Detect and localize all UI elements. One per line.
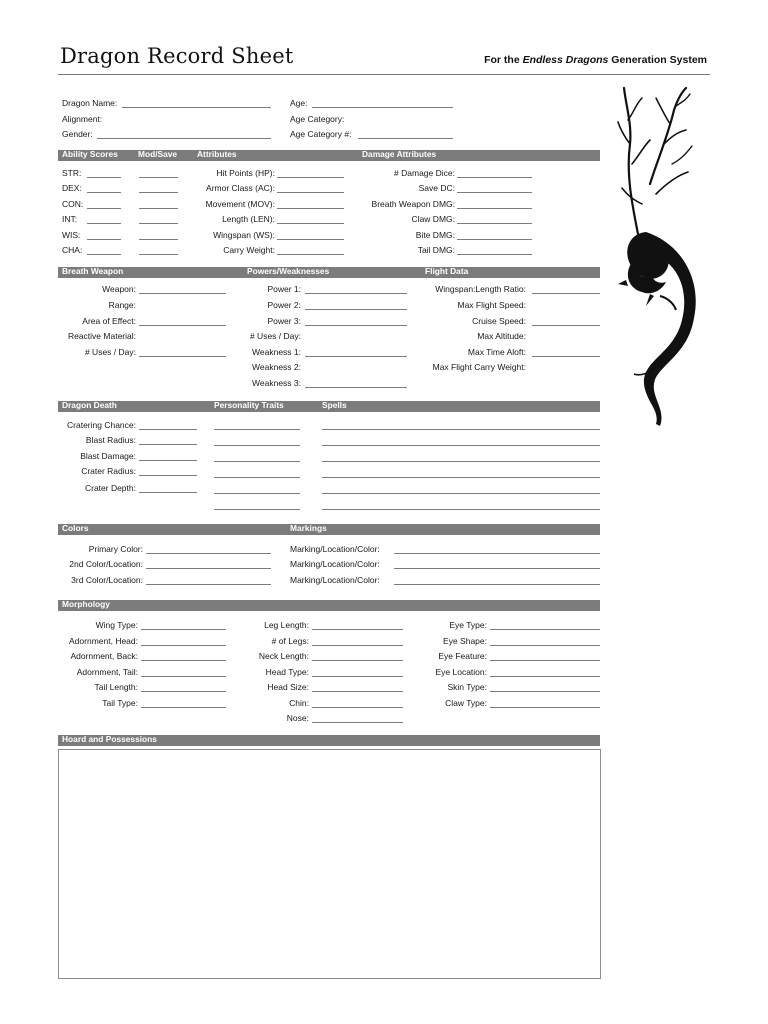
death-field[interactable] [139,492,197,493]
death-field[interactable] [139,475,197,476]
flight-label: Wingspan:Length Ratio: [435,284,526,294]
section-bar-abilities [58,150,600,161]
color-label: Primary Color: [88,544,143,554]
mod-save-heading: Mod/Save [138,149,178,159]
spell-field[interactable] [322,477,600,478]
alignment-label: Alignment: [62,114,103,124]
damage-label: # Damage Dice: [394,168,455,178]
colors-heading: Colors [62,523,89,533]
morph-field[interactable] [312,645,403,646]
ability-score-field[interactable] [87,208,121,209]
morph-field[interactable] [141,676,226,677]
morph-field[interactable] [141,629,226,630]
spell-field[interactable] [322,429,600,430]
attribute-label: Armor Class (AC): [206,183,275,193]
death-label: Blast Damage: [80,451,136,461]
damage-field[interactable] [457,223,532,224]
morph-field[interactable] [312,691,403,692]
page-subtitle: For the Endless Dragons Generation System [484,54,707,66]
ability-score-field[interactable] [87,239,121,240]
weakness-label: Weakness 1: [252,347,301,357]
power-label: # Uses / Day: [249,331,301,341]
flight-label: Max Flight Speed: [457,300,526,310]
ability-label: DEX: [62,183,82,193]
dragon-name-label: Dragon Name: [62,98,118,108]
flight-label: Max Altitude: [477,331,526,341]
personality-trait-field[interactable] [214,493,300,494]
marking-field[interactable] [394,553,600,554]
attribute-label: Length (LEN): [222,214,275,224]
marking-field[interactable] [394,568,600,569]
power-label: Power 1: [267,284,301,294]
weakness-label: Weakness 3: [252,378,301,388]
ability-scores-heading: Ability Scores [62,149,118,159]
gender-field[interactable] [97,138,271,139]
personality-trait-field[interactable] [214,509,300,510]
spell-field[interactable] [322,509,600,510]
morph-label: Adornment, Back: [70,651,138,661]
dragon-silhouette-icon [616,84,704,430]
color-field[interactable] [146,568,271,569]
age-label: Age: [290,98,308,108]
flight-field[interactable] [532,356,600,357]
flight-label: Max Time Aloft: [467,347,526,357]
damage-field[interactable] [457,254,532,255]
damage-attributes-heading: Damage Attributes [362,149,437,159]
breath-weapon-heading: Breath Weapon [62,266,124,276]
damage-label: Breath Weapon DMG: [371,199,455,209]
weakness-label: Weakness 2: [252,362,301,372]
damage-label: Tail DMG: [417,245,455,255]
personality-traits-heading: Personality Traits [214,400,284,410]
morph-field[interactable] [490,676,600,677]
damage-label: Bite DMG: [415,230,455,240]
morph-label: Tail Type: [102,698,138,708]
morph-label: Head Type: [265,667,309,677]
morph-label: Tail Length: [94,682,138,692]
age-field[interactable] [312,107,453,108]
damage-field[interactable] [457,239,532,240]
spell-field[interactable] [322,493,600,494]
morph-label: # of Legs: [271,636,309,646]
morph-field[interactable] [490,629,600,630]
flight-field[interactable] [532,325,600,326]
personality-trait-field[interactable] [214,445,300,446]
hoard-textarea[interactable] [58,749,601,979]
morph-field[interactable] [312,660,403,661]
morphology-heading: Morphology [62,599,110,609]
attributes-heading: Attributes [197,149,237,159]
death-label: Cratering Chance: [67,420,136,430]
morph-field[interactable] [312,629,403,630]
morph-label: Wing Type: [95,620,138,630]
morph-label: Eye Location: [435,667,487,677]
morph-field[interactable] [490,691,600,692]
morph-field[interactable] [490,660,600,661]
marking-field[interactable] [394,584,600,585]
morph-label: Eye Shape: [443,636,487,646]
personality-trait-field[interactable] [214,461,300,462]
flight-label: Max Flight Carry Weight: [432,362,526,372]
marking-label: Marking/Location/Color: [290,575,380,585]
power-field[interactable] [305,309,407,310]
spells-heading: Spells [322,400,347,410]
age-category-num-field[interactable] [358,138,453,139]
damage-label: Claw DMG: [411,214,455,224]
morph-field[interactable] [141,707,226,708]
gender-label: Gender: [62,129,93,139]
death-label: Blast Radius: [85,435,136,445]
breath-label: Area of Effect: [82,316,136,326]
marking-label: Marking/Location/Color: [290,559,380,569]
spell-field[interactable] [322,461,600,462]
death-label: Crater Radius: [81,466,136,476]
death-field[interactable] [139,429,197,430]
section-bar-colors [58,524,600,535]
morph-label: Eye Type: [449,620,487,630]
morph-field[interactable] [141,660,226,661]
morph-field[interactable] [312,722,403,723]
morph-field[interactable] [141,645,226,646]
morph-field[interactable] [490,707,600,708]
power-field[interactable] [305,293,407,294]
morph-label: Adornment, Tail: [76,667,138,677]
flight-label: Cruise Speed: [472,316,526,326]
attribute-label: Carry Weight: [223,245,275,255]
damage-field[interactable] [457,192,532,193]
morph-label: Eye Feature: [438,651,487,661]
breath-label: Range: [108,300,136,310]
markings-heading: Markings [290,523,327,533]
ability-label: STR: [62,168,82,178]
morph-label: Claw Type: [445,698,487,708]
ability-score-field[interactable] [87,223,121,224]
morph-field[interactable] [312,707,403,708]
ability-label: WIS: [62,230,81,240]
morph-label: Neck Length: [258,651,309,661]
personality-trait-field[interactable] [214,477,300,478]
section-bar-death [58,401,600,412]
hoard-heading: Hoard and Possessions [62,734,157,744]
section-bar-hoard [58,735,600,746]
morph-label: Chin: [289,698,309,708]
weakness-field[interactable] [305,387,407,388]
death-label: Crater Depth: [84,483,136,493]
damage-label: Save DC: [418,183,455,193]
ability-label: CON: [62,199,84,209]
morph-label: Skin Type: [447,682,487,692]
ability-score-field[interactable] [87,254,121,255]
morph-field[interactable] [490,645,600,646]
damage-field[interactable] [457,177,532,178]
morph-field[interactable] [141,691,226,692]
power-label: Power 2: [267,300,301,310]
morph-label: Adornment, Head: [69,636,138,646]
breath-label: Weapon: [102,284,136,294]
color-field[interactable] [146,553,271,554]
spell-field[interactable] [322,445,600,446]
age-category-label: Age Category: [290,114,345,124]
morph-label: Nose: [286,713,309,723]
ability-score-field[interactable] [87,177,121,178]
section-bar-morphology [58,600,600,611]
color-field[interactable] [146,584,271,585]
page-title: Dragon Record Sheet [60,44,294,68]
death-field[interactable] [139,460,197,461]
morph-label: Head Size: [267,682,309,692]
dragon-name-field[interactable] [122,107,271,108]
age-category-num-label: Age Category #: [290,129,352,139]
color-label: 2nd Color/Location: [69,559,143,569]
attribute-label: Wingspan (WS): [213,230,275,240]
breath-label: Reactive Material: [67,331,136,341]
header-rule [58,74,710,75]
power-label: Power 3: [267,316,301,326]
death-field[interactable] [139,444,197,445]
morph-label: Leg Length: [264,620,309,630]
morph-field[interactable] [312,676,403,677]
attribute-label: Movement (MOV): [205,199,275,209]
section-bar-breath [58,267,600,278]
ability-score-field[interactable] [87,192,121,193]
flight-field[interactable] [532,293,600,294]
power-field[interactable] [305,325,407,326]
powers-weaknesses-heading: Powers/Weaknesses [247,266,330,276]
attribute-label: Hit Points (HP): [216,168,275,178]
ability-label: INT: [62,214,78,224]
damage-field[interactable] [457,208,532,209]
ability-label: CHA: [62,245,83,255]
flight-data-heading: Flight Data [425,266,469,276]
dragon-death-heading: Dragon Death [62,400,117,410]
breath-label: # Uses / Day: [84,347,136,357]
color-label: 3rd Color/Location: [71,575,143,585]
weakness-field[interactable] [305,356,407,357]
personality-trait-field[interactable] [214,429,300,430]
marking-label: Marking/Location/Color: [290,544,380,554]
